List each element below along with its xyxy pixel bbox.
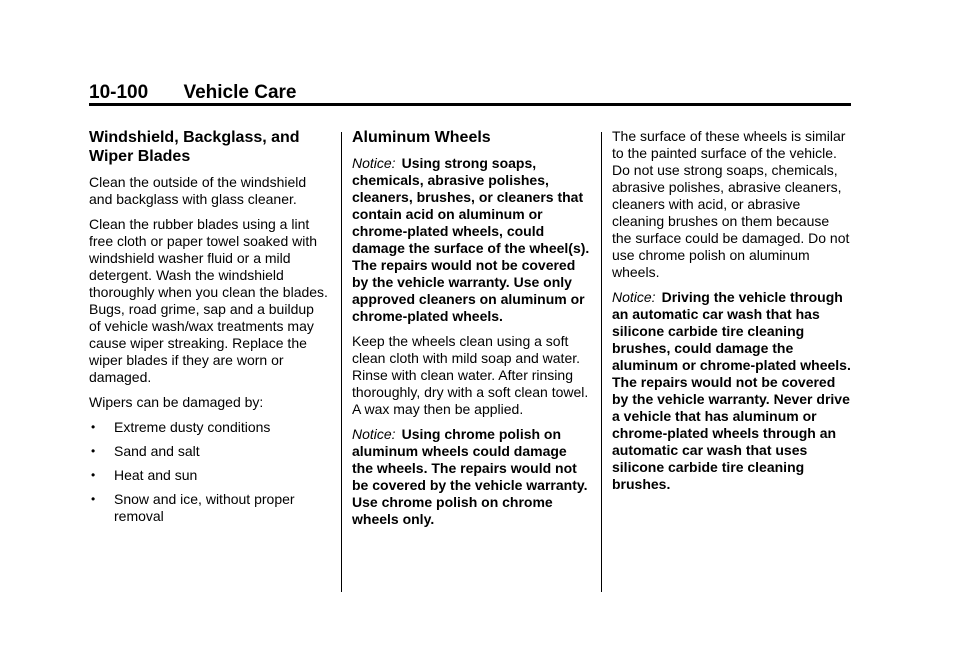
bullet-icon: • <box>91 468 96 482</box>
bullet-icon: • <box>91 444 96 458</box>
column-divider-1 <box>341 132 342 592</box>
page-number: 10-100 <box>89 82 149 103</box>
wiper-damage-list <box>89 419 329 525</box>
list-item <box>89 419 329 436</box>
notice-label: Notice: <box>352 155 396 171</box>
column-wheel-surface <box>612 128 852 501</box>
section-title: Vehicle Care <box>183 82 297 103</box>
bullet-icon: • <box>91 492 96 506</box>
list-item-text: Heat and sun <box>114 467 198 483</box>
wheel-surface-paragraph: The surface of these wheels is similar to the painted surface of the vehicle. Do not use strong soaps, chemicals, abrasive polishes, abrasive cleaners, cleaners with acid, or abrasive cleaning brushes on them because the surface could be damaged. Do not use chrome polish on aluminum wheels. <box>612 128 850 280</box>
notice-block-3 <box>612 289 852 493</box>
notice-text: Driving the vehicle through an automatic car wash that has silicone carbide tire cleaning brushes, could damage the aluminum or chrome-plated wheels. The repairs would not be covered by the vehicle warranty. Never drive a vehicle that has aluminum or chrome-plated wheels through an automatic car wash that uses silicone carbide tire cleaning brushes. <box>612 289 851 492</box>
header-rule <box>89 103 851 106</box>
notice-text: Using chrome polish on aluminum wheels could damage the wheels. The repairs would not be covered by the vehicle warranty. Use chrome polish on chrome wheels only. <box>352 426 588 527</box>
windshield-paragraph-2: Clean the rubber blades using a lint free cloth or paper towel soaked with windshield washer fluid or a mild detergent. Wash the windshield thoroughly when you clean the blades. Bugs, road grime, sap and a buildup of vehicle wash/wax treatments may cause wiper streaking. Replace the wiper blades if they are worn or damaged. <box>89 216 328 385</box>
aluminum-wheels-heading: Aluminum Wheels <box>352 129 491 146</box>
notice-block-2 <box>352 426 590 528</box>
notice-block-1 <box>352 155 590 325</box>
column-divider-2 <box>601 132 602 592</box>
notice-label: Notice: <box>352 426 396 442</box>
bullet-icon: • <box>91 420 96 434</box>
notice-text: Using strong soaps, chemicals, abrasive polishes, cleaners, brushes, or cleaners that contain acid on aluminum or chrome-plated wheels, could damage the surface of the wheel(s). The repairs would not be covered by the vehicle warranty. Use only approved cleaners on aluminum or chrome-plated wheels. <box>352 155 590 324</box>
wheel-cleaning-paragraph: Keep the wheels clean using a soft clean cloth with mild soap and water. Rinse with clean water. After rinsing thoroughly, dry with a soft clean towel. A wax may then be applied. <box>352 333 589 417</box>
windshield-heading: Windshield, Backglass, and Wiper Blades <box>89 129 300 165</box>
windshield-paragraph-1: Clean the outside of the windshield and backglass with glass cleaner. <box>89 174 307 207</box>
column-aluminum-wheels <box>352 128 590 536</box>
list-item <box>89 467 329 484</box>
notice-label: Notice: <box>612 289 656 305</box>
list-item <box>89 443 329 460</box>
list-item-text: Extreme dusty conditions <box>114 419 271 435</box>
column-windshield <box>89 128 329 532</box>
list-item-text: Snow and ice, without proper removal <box>114 491 295 524</box>
wipers-damage-intro: Wipers can be damaged by: <box>89 394 264 410</box>
list-item <box>89 491 329 525</box>
list-item-text: Sand and salt <box>114 443 200 459</box>
